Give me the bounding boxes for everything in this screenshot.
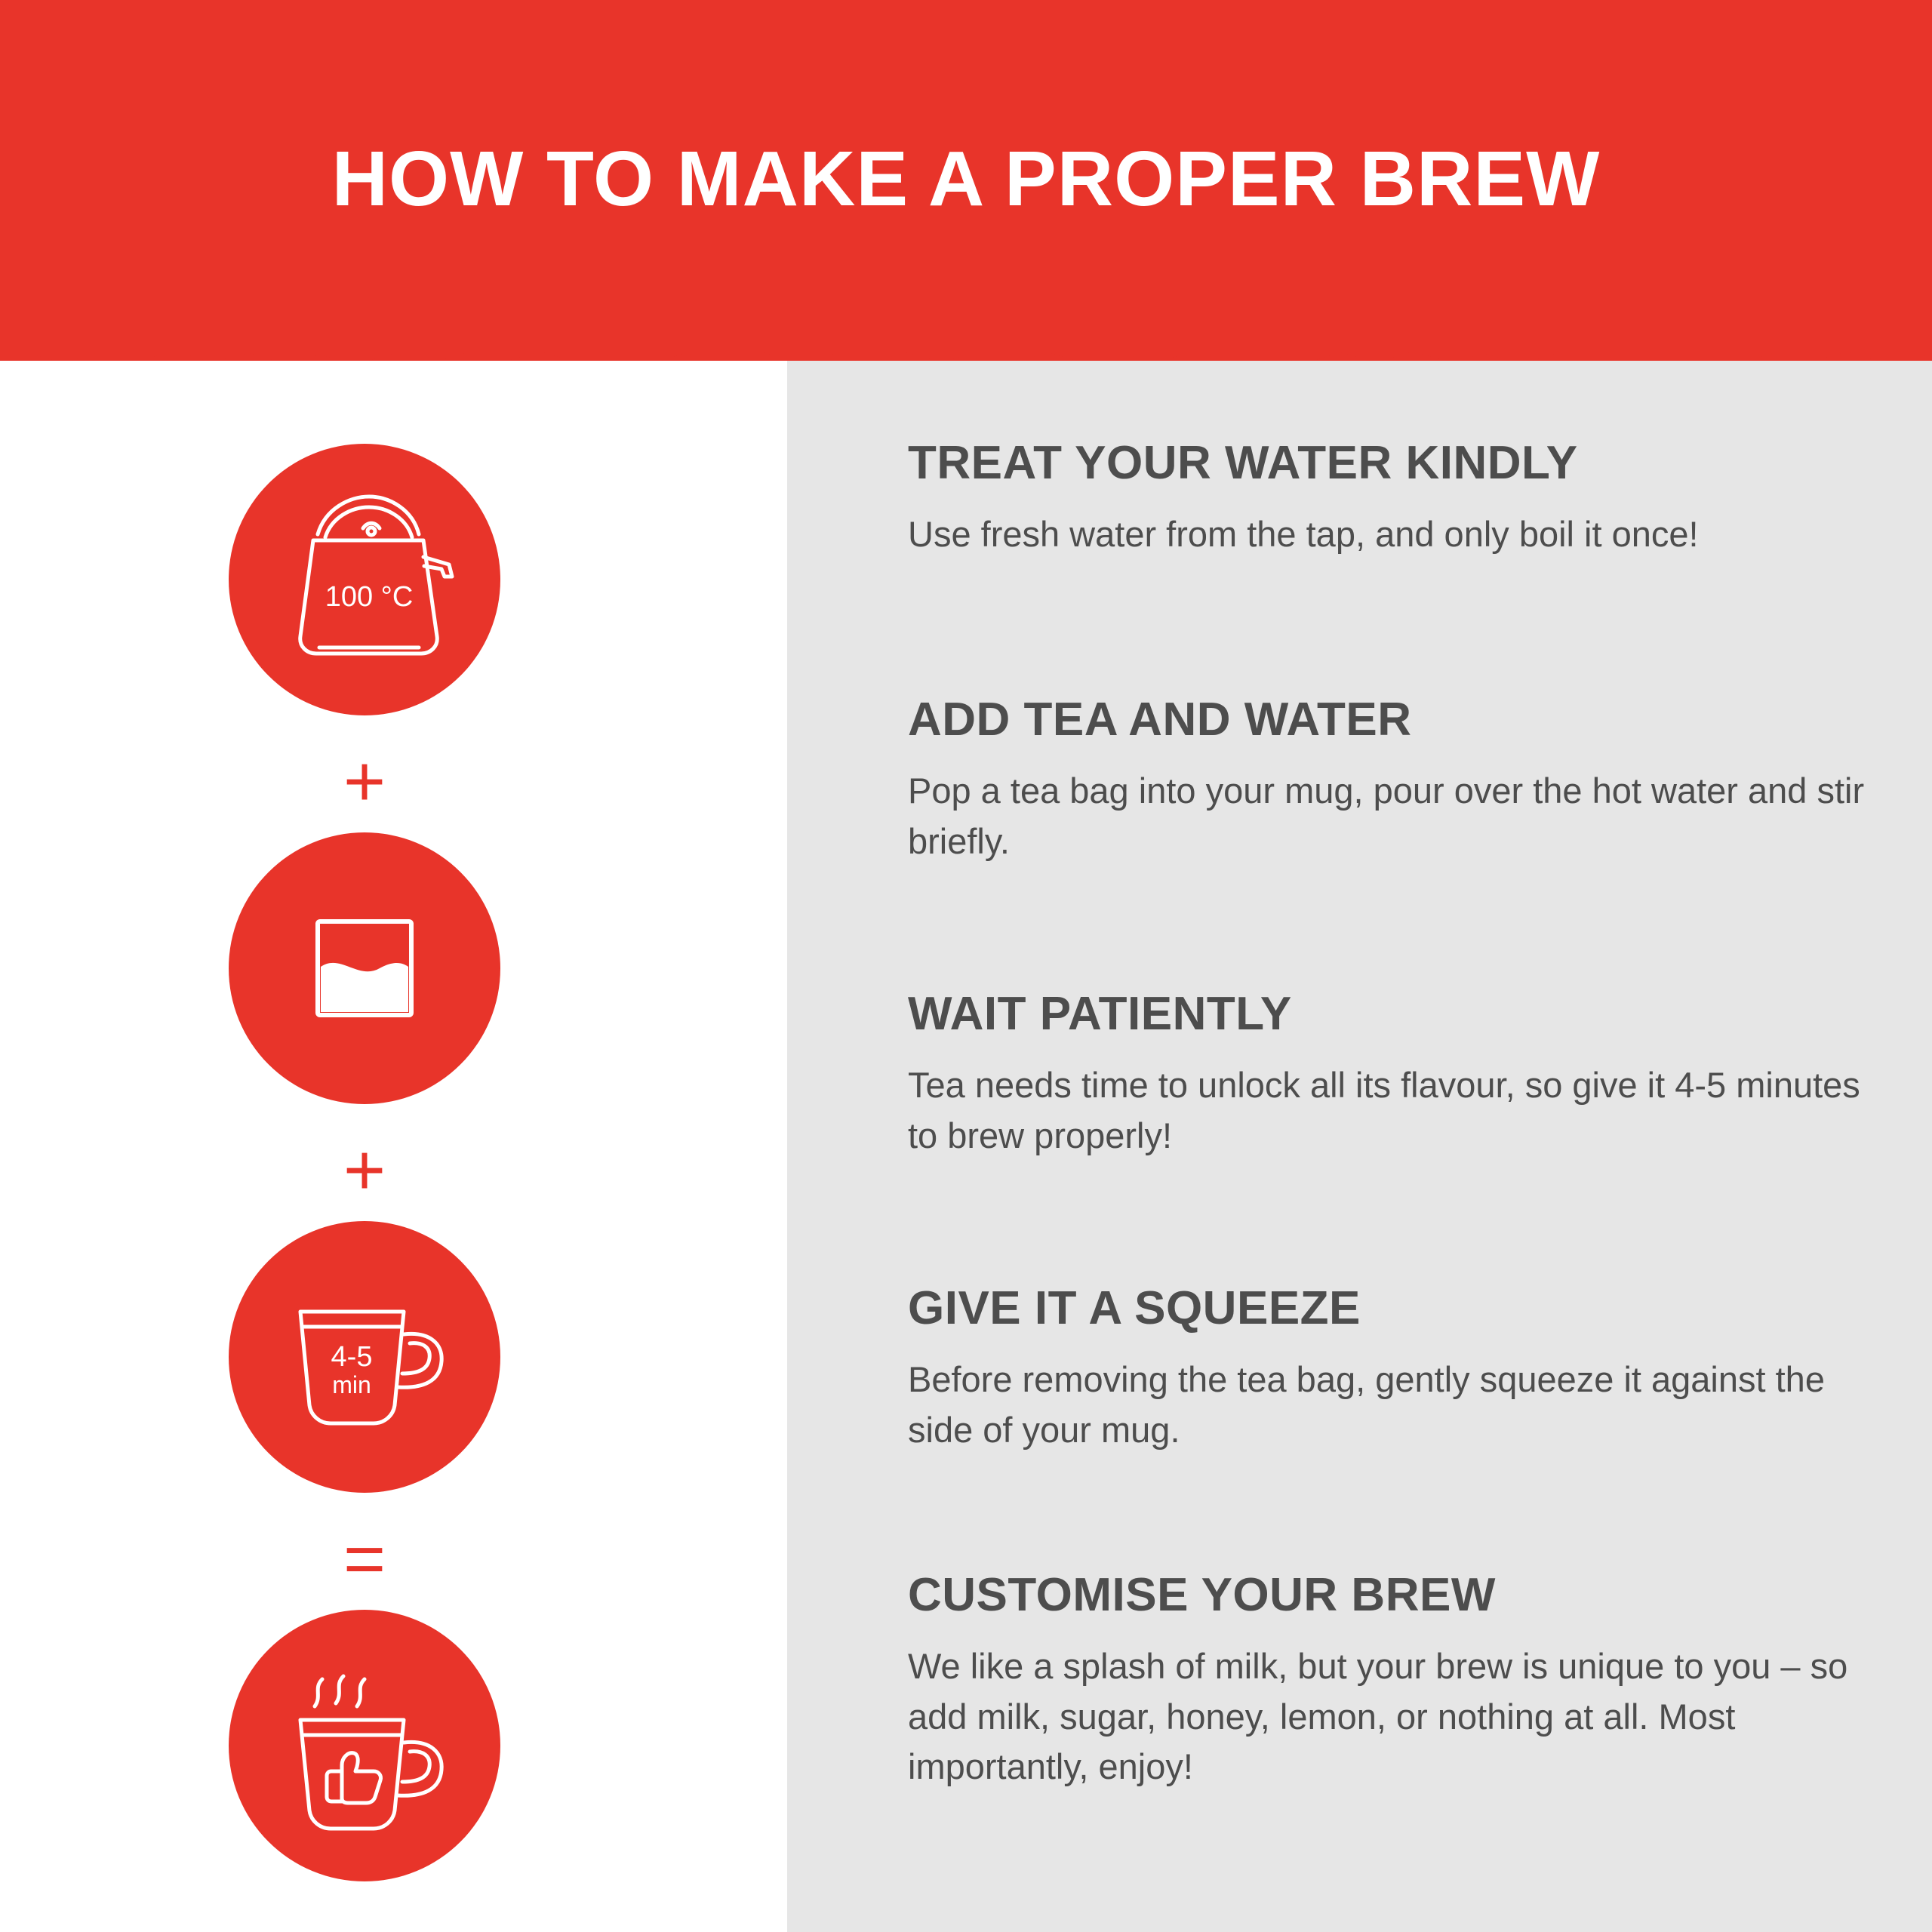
step-item: [908, 1281, 1874, 1455]
step-description: Tea needs time to unlock all its flavour, so give it 4-5 minutes to brew properly!: [908, 1065, 1860, 1155]
step-title: GIVE IT A SQUEEZE: [908, 1282, 1361, 1334]
step-item: [908, 987, 1874, 1161]
icon-column: [0, 361, 787, 1932]
step-item: [908, 436, 1874, 560]
brew-time-value: 4-5: [331, 1341, 373, 1373]
step-title: CUSTOMISE YOUR BREW: [908, 1569, 1496, 1621]
step-description: Use fresh water from the tap, and only boil it once!: [908, 514, 1699, 554]
step-item: [908, 693, 1874, 866]
kettle-icon: [229, 444, 500, 715]
steps-list: [787, 361, 1932, 1932]
step-title: ADD TEA AND WATER: [908, 694, 1412, 746]
step-description: Before removing the tea bag, gently squeeze it against the side of your mug.: [908, 1359, 1825, 1450]
content-area: [0, 361, 1932, 1932]
torn-edge-decoration: [0, 343, 1932, 361]
operator-plus-2: +: [343, 1130, 386, 1211]
brew-time-icon-badge: [229, 1221, 500, 1493]
step-description: We like a splash of milk, but your brew is unique to you – so add milk, sugar, honey, lemon, or nothing at all. Most importantly, enjoy!: [908, 1646, 1848, 1787]
step-item: [908, 1568, 1874, 1792]
tea-bag-icon-badge: [229, 832, 500, 1104]
tea-bag-icon: [229, 832, 500, 1104]
header-banner: [0, 0, 1932, 361]
kettle-temperature-label: 100 °C: [325, 581, 414, 613]
step-title: WAIT PATIENTLY: [908, 988, 1292, 1040]
operator-plus-1: +: [343, 741, 386, 822]
brew-time-unit: min: [332, 1371, 371, 1398]
mug-timer-icon: [229, 1221, 500, 1493]
step-title: TREAT YOUR WATER KINDLY: [908, 437, 1578, 489]
steaming-mug-thumbs-up-icon: [229, 1610, 500, 1881]
step-description: Pop a tea bag into your mug, pour over the hot water and stir briefly.: [908, 771, 1865, 861]
kettle-icon-badge: [229, 444, 500, 715]
page-title: HOW TO MAKE A PROPER BREW: [331, 135, 1601, 222]
operator-equals: =: [343, 1518, 386, 1599]
finished-brew-icon-badge: [229, 1610, 500, 1881]
